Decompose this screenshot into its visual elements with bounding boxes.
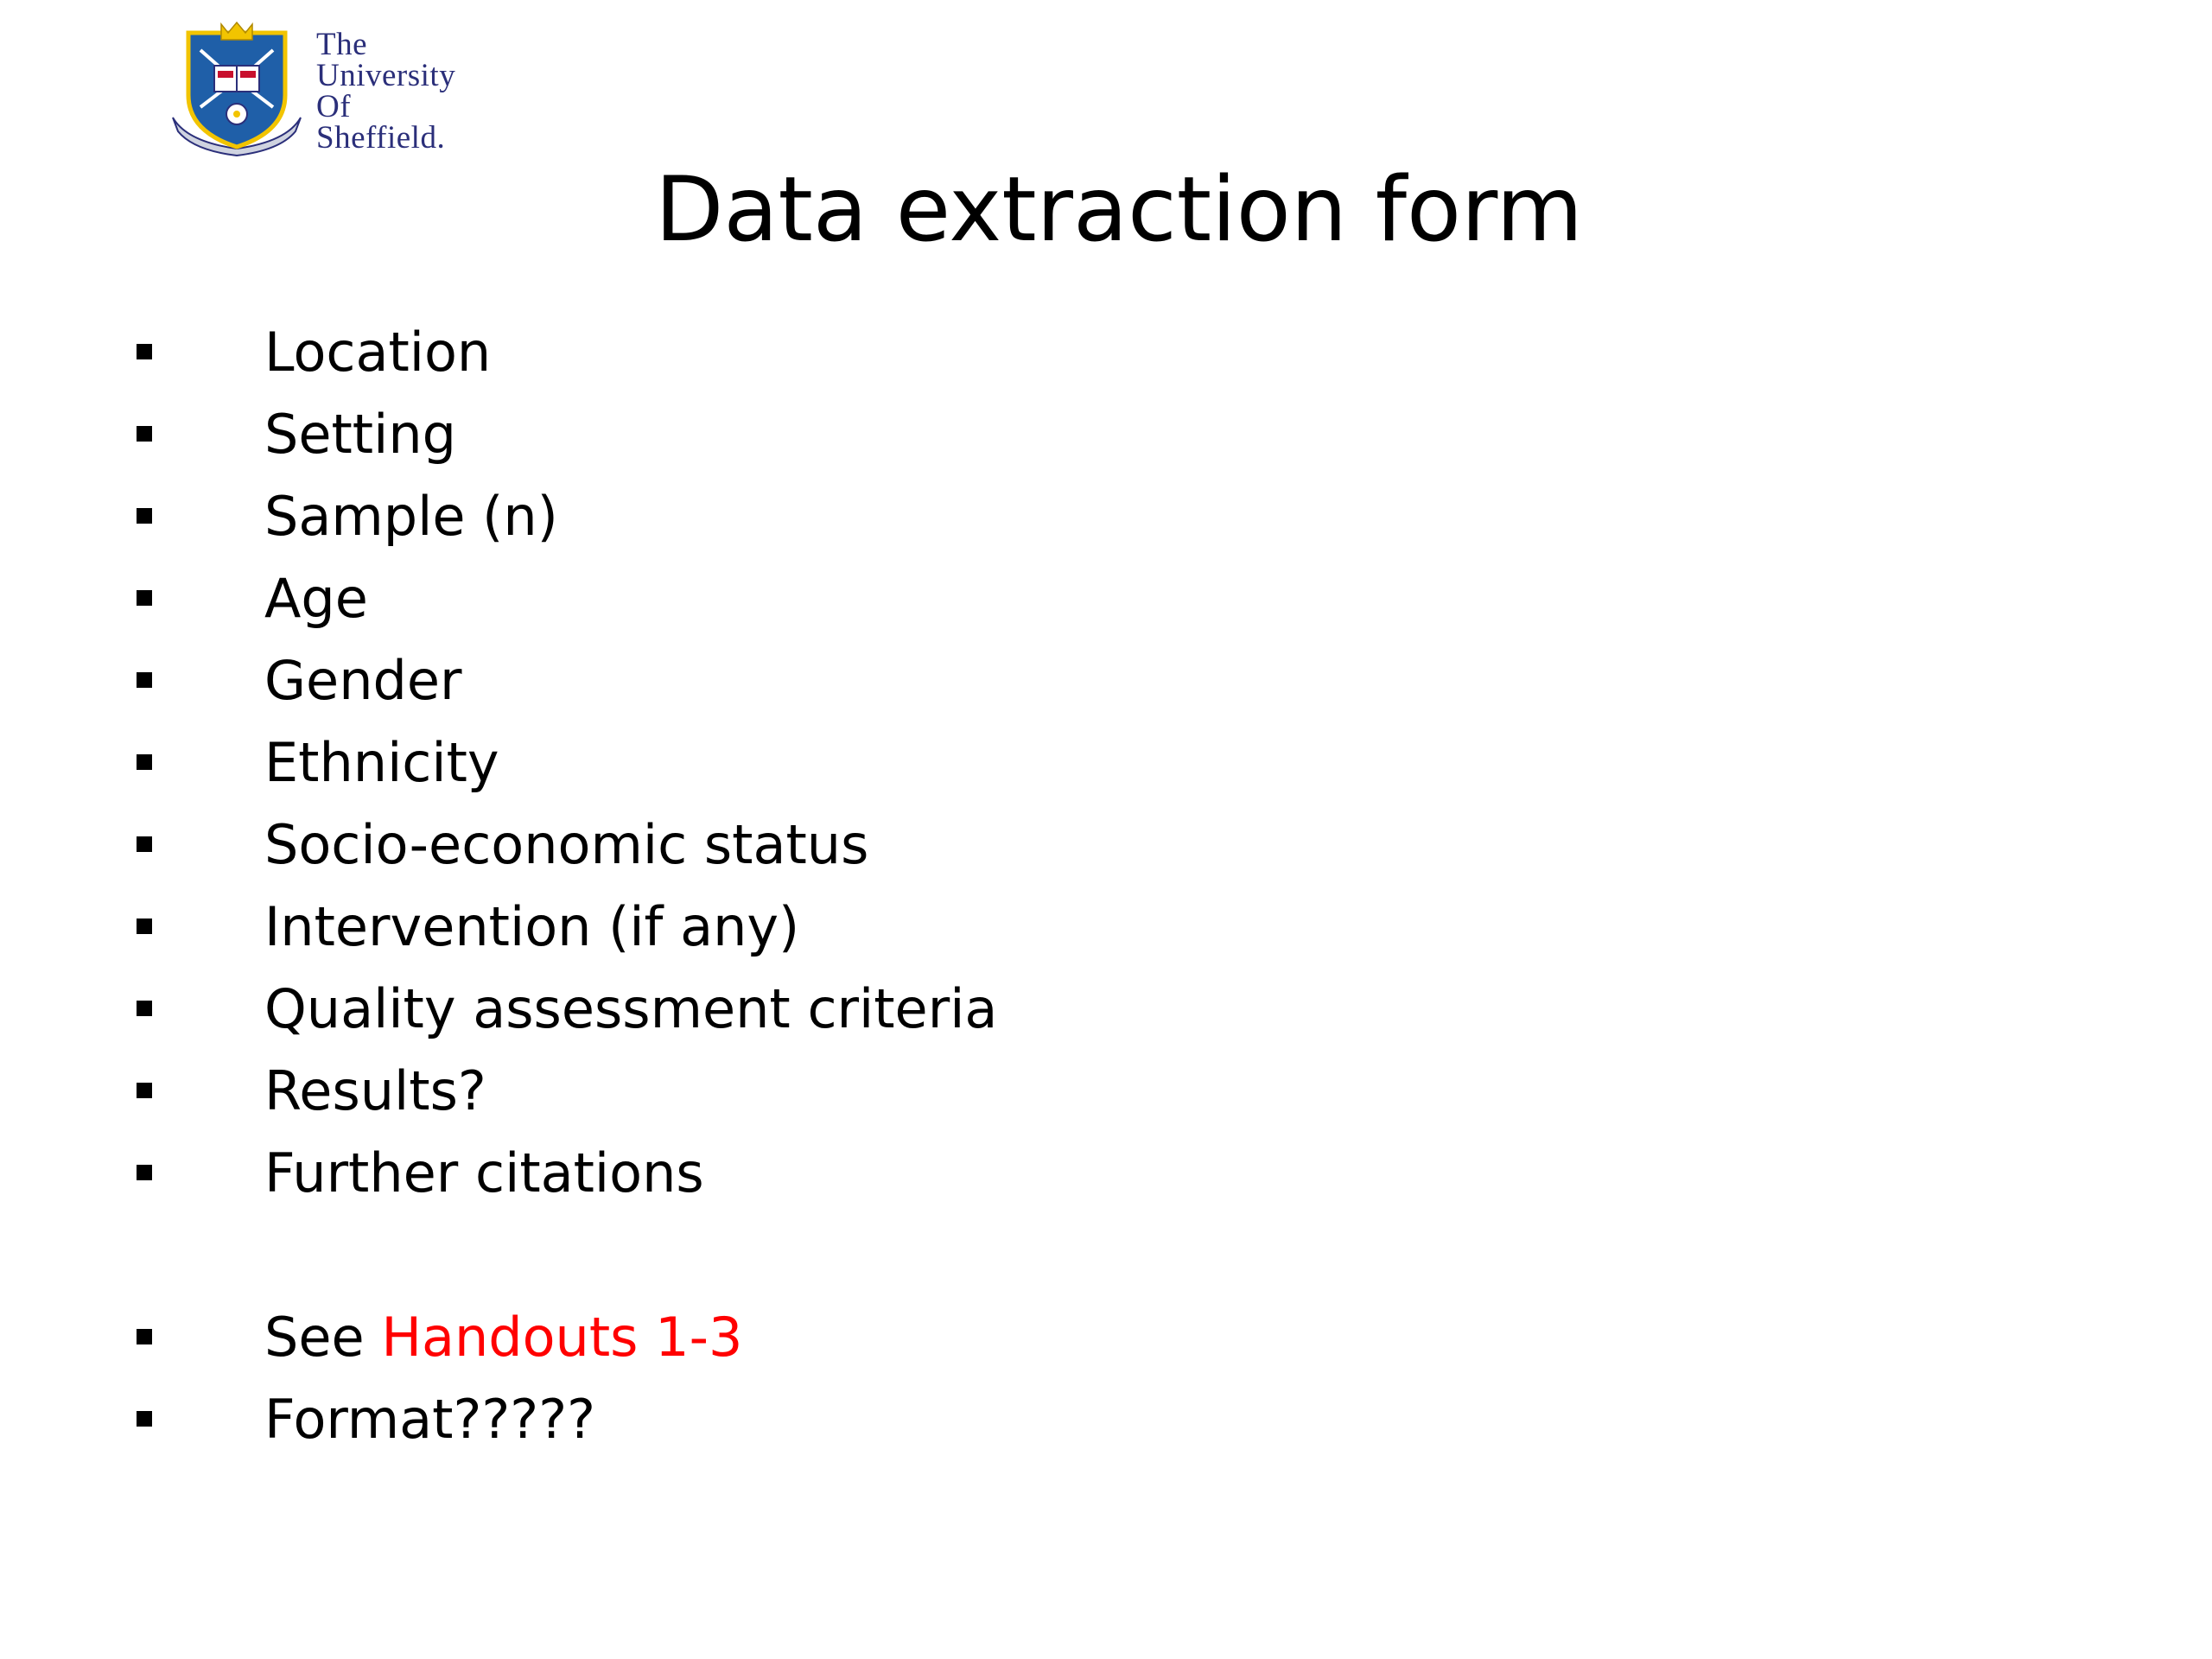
list-item: [137, 893, 1346, 962]
logo-line: Sheffield.: [316, 120, 446, 156]
bullet-icon: [137, 918, 152, 934]
logo-line: University: [316, 58, 456, 93]
bullet-icon: [137, 1411, 152, 1427]
list-item-label: Results?: [264, 1059, 486, 1122]
list-item: [137, 646, 1346, 715]
list-item: [137, 728, 1346, 798]
list-item-label: Ethnicity: [264, 731, 499, 794]
format-label: Format?????: [264, 1388, 596, 1451]
logo-line: The: [316, 27, 368, 62]
list-item-label: Setting: [264, 403, 456, 466]
list-item: [137, 482, 1346, 551]
list-item-label: Further citations: [264, 1141, 704, 1205]
bullet-icon: [137, 426, 152, 442]
list-item-format: [137, 1385, 1346, 1454]
see-handouts-label: [264, 1303, 742, 1372]
list-item: [137, 975, 1346, 1044]
list-item-label: Age: [264, 567, 368, 630]
list-item-label: Gender: [264, 649, 462, 712]
bullet-icon: [137, 836, 152, 852]
bullet-icon: [137, 344, 152, 359]
bullet-icon: [137, 1001, 152, 1016]
list-item: [137, 1057, 1346, 1126]
bullet-icon: [137, 1165, 152, 1180]
list-item: [137, 1139, 1346, 1208]
see-prefix: See: [264, 1306, 382, 1369]
list-item-label: Intervention (if any): [264, 895, 800, 958]
list-item-label: Location: [264, 321, 492, 384]
handouts-highlight: Handouts 1-3: [381, 1306, 743, 1369]
bullet-icon: [137, 1083, 152, 1098]
bullet-icon: [137, 590, 152, 606]
logo-line: Of: [316, 89, 352, 124]
list-item: [137, 400, 1346, 469]
list-item-label: Sample (n): [264, 485, 558, 548]
slide-title-text: Data extraction form: [655, 158, 1583, 262]
bullet-icon: [137, 1329, 152, 1344]
bullet-icon: [137, 754, 152, 770]
list-item: [137, 564, 1346, 633]
list-item: [137, 810, 1346, 880]
list-item-label: Socio-economic status: [264, 813, 869, 876]
list-item-see-handouts: [137, 1303, 1346, 1372]
bullet-icon: [137, 508, 152, 524]
list-item-label: Quality assessment criteria: [264, 977, 998, 1040]
bullet-icon: [137, 672, 152, 688]
list-item: [137, 318, 1346, 387]
